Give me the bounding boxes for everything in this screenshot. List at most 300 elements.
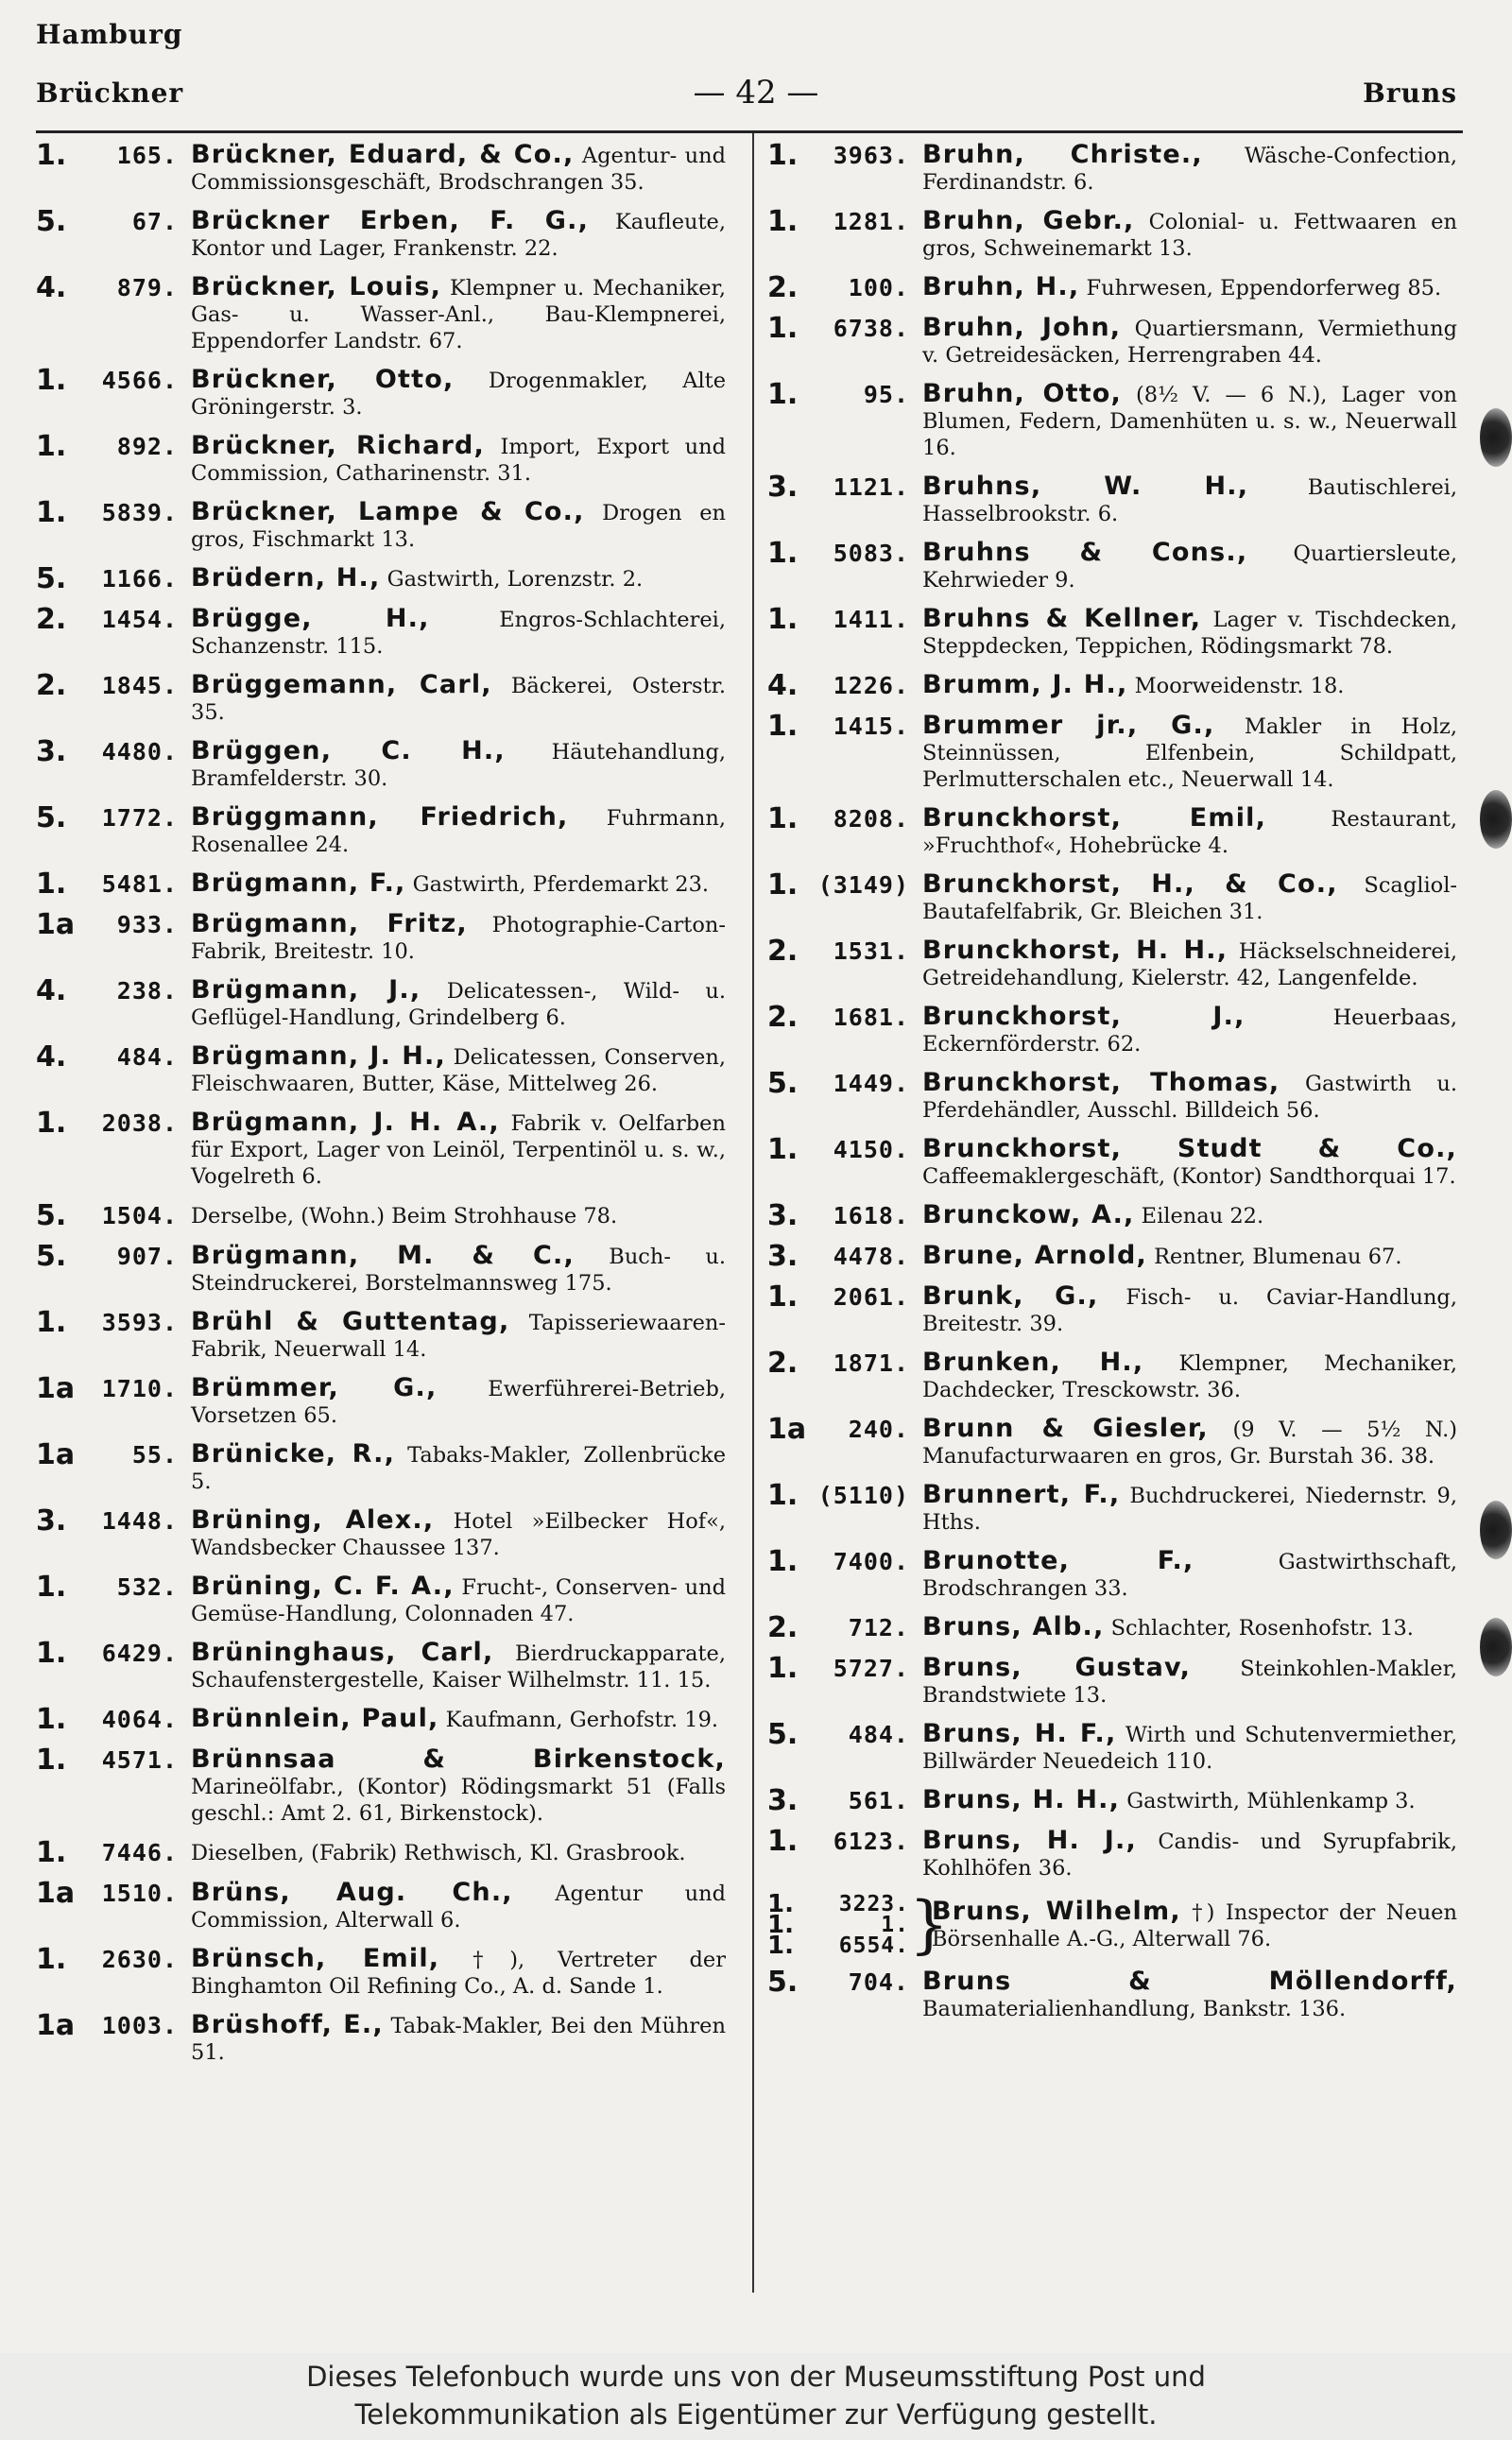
entry-text <box>922 540 1457 593</box>
directory-entry <box>767 1652 1458 1709</box>
phone-number: 5083. <box>833 540 909 567</box>
entry-name: Brunckow, A., <box>922 1200 1135 1229</box>
phone-number: 484. <box>848 1721 909 1748</box>
entry-description: Drogenmakler, Alte Gröningerstr. 3. <box>191 369 727 420</box>
footer-line-1: Dieses Telefonbuch wurde uns von der Museumsstiftung Post und <box>306 2361 1206 2393</box>
exchange-number: 1. <box>36 1943 67 1976</box>
exchange-number: 1a <box>36 2009 76 2042</box>
directory-entry <box>767 1545 1457 1602</box>
directory-entry <box>36 974 726 1031</box>
exchange-number: 1. <box>36 1107 67 1140</box>
entry-name: Brunken, H., <box>922 1348 1144 1377</box>
entry-description: Kaufmann, Gerhofstr. 19. <box>445 1708 719 1732</box>
entry-description: Import, Export und Commission, Catharinenstr. 31. <box>191 435 726 486</box>
entry-text <box>922 381 1457 461</box>
entry-text <box>922 1482 1457 1536</box>
entry-name: Brügmann, J., <box>191 975 421 1005</box>
phone-number: 7446. <box>101 1839 178 1866</box>
directory-entry <box>767 205 1457 262</box>
phone-number: 6554. <box>838 1933 909 1958</box>
exchange-number: 3. <box>767 1784 799 1817</box>
directory-entry <box>36 430 726 487</box>
directory-entry <box>767 1968 1457 2022</box>
entry-name: Brüggemann, Carl, <box>191 670 492 699</box>
exchange-number: 3. <box>767 1240 799 1273</box>
phone-number: 933. <box>116 911 178 938</box>
directory-entry <box>767 1280 1457 1337</box>
exchange-number: 5. <box>36 205 67 238</box>
entry-text <box>191 1706 726 1733</box>
entry-text <box>922 1416 1457 1469</box>
directory-entry <box>767 669 1457 702</box>
entry-name: Brunn & Giesler, <box>922 1414 1209 1443</box>
entry-name: Brügmann, Fritz, <box>191 909 468 938</box>
phone-number: 55. <box>131 1441 178 1469</box>
entry-text <box>191 367 726 421</box>
entry-name: Bruns, Alb., <box>922 1612 1105 1641</box>
entry-description: Wäsche-Confection, Ferdinandstr. 6. <box>922 144 1457 195</box>
directory-entry <box>36 1943 726 2000</box>
entry-description: Frucht-, Conserven- und Gemüse-Handlung, Colonnaden 47. <box>191 1575 726 1626</box>
entry-description: Agentur- und Commissionsgeschäft, Brodschrangen 35. <box>191 144 726 195</box>
exchange-number: 1a <box>36 1877 76 1910</box>
entry-description: Dieselben, (Fabrik) Rethwisch, Kl. Grasbrook. <box>191 1841 686 1865</box>
entry-name: Bruns, H. H., <box>922 1785 1121 1814</box>
entry-text <box>922 937 1457 991</box>
entry-name: Brunckhorst, H. H., <box>922 936 1228 965</box>
entry-description: †) Inspector der Neuen Börsenhalle A.-G., Alterwall 76. <box>932 1899 1457 1951</box>
exchange-number: 5. <box>36 1199 67 1232</box>
exchange-number: 2. <box>36 669 67 702</box>
exchange-number: 2. <box>36 603 67 636</box>
phone-number: 1531. <box>833 937 909 965</box>
directory-entry <box>767 603 1457 660</box>
entry-name: Brügmann, F., <box>191 868 406 898</box>
entry-description: Derselbe, (Wohn.) Beim Strohhause 78. <box>191 1204 618 1229</box>
exchange-number: 1. <box>767 802 799 835</box>
entry-description: †), Vertreter der Binghamton Oil Refining Co., A. d. Sande 1. <box>191 1948 726 1999</box>
entry-name: Bruhns & Kellner, <box>922 604 1202 633</box>
directory-entry <box>767 378 1457 461</box>
entry-text <box>191 1507 726 1561</box>
phone-number: 1710. <box>101 1375 178 1402</box>
directory-entry <box>36 271 726 354</box>
directory-entry <box>36 2009 726 2066</box>
header-rule <box>36 130 1463 133</box>
entry-name: Brügmann, J. H. A., <box>191 1108 500 1137</box>
directory-entry <box>36 205 727 262</box>
entry-name: Brünnsaa & Birkenstock, <box>191 1744 726 1774</box>
phone-number: 165. <box>116 142 178 169</box>
binding-hole <box>1480 1501 1512 1559</box>
entry-name: Bruns, H. F., <box>922 1719 1117 1748</box>
entry-text <box>191 1202 726 1229</box>
phone-number: 3963. <box>833 142 909 169</box>
entry-text <box>191 565 726 593</box>
entry-description: Marineölfabr., (Kontor) Rödingsmarkt 51 (Falls geschl.: Amt 2. 61, Birkenstock). <box>191 1775 726 1826</box>
exchange-number: 1. <box>767 1545 799 1578</box>
entry-description: Fuhrmann, Rosenallee 24. <box>191 806 727 857</box>
exchange-number: 1a <box>36 1372 76 1405</box>
entry-name: Brückner, Louis, <box>191 272 442 301</box>
directory-entry <box>36 1746 726 1827</box>
entry-description: (8½ V. — 6 N.), Lager von Blumen, Federn, Damenhüten u. s. w., Neuerwall 16. <box>922 383 1457 460</box>
exchange-number: 1. <box>36 430 67 463</box>
phone-number: 5839. <box>101 499 178 526</box>
exchange-number: 1. <box>36 1836 67 1869</box>
entry-text <box>191 672 726 726</box>
directory-entry <box>767 1240 1457 1273</box>
entry-description: Quartiersmann, Vermiethung v. Getreidesäcken, Herrengraben 44. <box>922 317 1457 368</box>
entry-name: Brügmann, J. H., <box>191 1041 446 1071</box>
entry-text <box>191 1640 726 1693</box>
phone-number: 2630. <box>101 1946 178 1973</box>
entry-name: Brückner, Richard, <box>191 431 485 460</box>
entry-name: Brunnert, F., <box>922 1480 1121 1509</box>
directory-entry <box>767 1611 1457 1644</box>
phone-number: 1281. <box>833 208 909 235</box>
page-number: — 42 — <box>693 74 819 112</box>
entry-description: Klempner, Mechaniker, Dachdecker, Tresckowstr. 36. <box>922 1351 1457 1402</box>
directory-entry <box>767 1067 1458 1124</box>
binding-hole <box>1480 408 1512 467</box>
exchange-number: 1. <box>36 1306 67 1339</box>
directory-entry <box>767 802 1458 859</box>
entry-name: Brunk, G., <box>922 1281 1099 1311</box>
entry-description: Gastwirth, Pferdemarkt 23. <box>412 872 710 897</box>
phone-number: 892. <box>116 433 178 460</box>
phone-number: 1449. <box>833 1070 909 1097</box>
directory-entry <box>36 603 726 660</box>
directory-entry <box>36 1109 726 1190</box>
entry-description: Heuerbaas, Eckernförderstr. 62. <box>922 1005 1457 1057</box>
phone-number: 1618. <box>833 1202 909 1229</box>
entry-text <box>191 1109 726 1190</box>
entry-description: Gastwirth, Mühlenkamp 3. <box>1126 1789 1416 1813</box>
entry-description: Ewerführerei-Betrieb, Vorsetzen 65. <box>191 1377 726 1428</box>
exchange-number: 1a <box>36 908 76 941</box>
phone-number: 4478. <box>833 1243 909 1270</box>
exchange-number: 3. <box>767 1199 799 1232</box>
entry-description: Rentner, Blumenau 67. <box>1154 1245 1402 1269</box>
phone-number: 484. <box>116 1043 178 1071</box>
entry-description: Bautischlerei, Hasselbrookstr. 6. <box>922 475 1458 526</box>
directory-entry <box>767 1784 1457 1817</box>
entry-description: Tapisseriewaaren-Fabrik, Neuerwall 14. <box>191 1311 726 1362</box>
entry-text <box>922 1202 1457 1229</box>
exchange-number: 5. <box>36 801 67 834</box>
exchange-number: 1. <box>767 1890 794 1918</box>
entry-description: Scagliol-Bautafelfabrik, Gr. Bleichen 31. <box>922 873 1457 924</box>
brace-entry-text <box>932 1896 1457 1952</box>
phone-number: 3593. <box>101 1309 178 1336</box>
exchange-number: 5. <box>36 1240 67 1273</box>
exchange-number: 1. <box>767 378 799 411</box>
directory-entry <box>36 1438 727 1495</box>
entry-description: Häckselschneiderei, Getreidehandlung, Kielerstr. 42, Langenfelde. <box>922 939 1457 990</box>
left-running-head: Brückner <box>36 77 184 109</box>
entry-text <box>922 672 1457 699</box>
entry-text <box>191 1243 726 1297</box>
directory-entry <box>36 669 727 726</box>
entry-name: Bruhn, Gebr., <box>922 206 1135 235</box>
exchange-number: 1. <box>36 1703 67 1736</box>
entry-text <box>191 1375 726 1429</box>
entry-description: Makler in Holz, Steinnüssen, Elfenbein, Schildpatt, Perlmutterschalen etc., Neuerwall 14. <box>922 714 1458 792</box>
directory-entry <box>767 1718 1457 1775</box>
entry-description: Fabrik v. Oelfarben für Export, Lager von Leinöl, Terpentinöl u. s. w., Vogelreth 6. <box>191 1111 726 1189</box>
phone-number: 4064. <box>101 1706 178 1733</box>
directory-entry <box>36 1703 726 1736</box>
directory-entry <box>36 562 726 595</box>
entry-text <box>191 1573 726 1627</box>
entry-name: Brunotte, F., <box>922 1546 1194 1575</box>
entry-name: Brünicke, R., <box>191 1439 396 1469</box>
entry-name: Brünnlein, Paul, <box>191 1704 439 1733</box>
directory-entry <box>767 1825 1458 1882</box>
phone-number: 712. <box>848 1614 909 1641</box>
phone-number: 704. <box>848 1968 909 1996</box>
entry-name: Brunckhorst, J., <box>922 1002 1246 1031</box>
phone-number: 907. <box>116 1243 178 1270</box>
entry-text <box>191 738 726 792</box>
directory-entry <box>767 868 1457 925</box>
entry-name: Brüggen, C. H., <box>191 736 506 765</box>
entry-name: Brüning, C. F. A., <box>191 1572 455 1601</box>
exchange-number: 1. <box>767 868 799 902</box>
directory-entry <box>767 312 1457 369</box>
entry-name: Brügge, H., <box>191 604 430 633</box>
phone-number: 238. <box>116 977 178 1005</box>
exchange-number: 1. <box>767 537 799 570</box>
entry-description: Delicatessen, Conserven, Fleischwaaren, Butter, Käse, Mittelweg 26. <box>191 1045 726 1096</box>
entry-description: Baumaterialienhandlung, Bankstr. 136. <box>922 1997 1347 2021</box>
entry-text <box>191 804 726 858</box>
entry-name: Bruns & Möllendorff, <box>922 1967 1457 1996</box>
entry-text <box>922 1614 1457 1641</box>
footer-credit <box>0 2353 1512 2440</box>
entry-description: Quartiersleute, Kehrwieder 9. <box>922 541 1458 593</box>
entry-name: Brückner, Lampe & Co., <box>191 497 585 526</box>
entry-text <box>191 1746 726 1827</box>
entry-name: Bruhn, H., <box>922 272 1080 301</box>
exchange-number: 3. <box>767 471 799 504</box>
phone-number: 5727. <box>833 1655 909 1682</box>
directory-entry <box>36 1040 726 1097</box>
entry-description: Candis- und Syrupfabrik, Kohlhöfen 36. <box>922 1830 1458 1881</box>
entry-description: Fisch- u. Caviar-Handlung, Breitestr. 39. <box>922 1285 1457 1336</box>
exchange-number: 4. <box>36 974 67 1007</box>
entry-text <box>922 1243 1457 1270</box>
phone-number: 3223. <box>838 1892 909 1916</box>
entry-text <box>191 1441 726 1495</box>
entry-text <box>191 1880 726 1933</box>
entry-description: Delicatessen-, Wild- u. Geflügel-Handlung, Grindelberg 6. <box>191 979 726 1030</box>
entry-name: Brunckhorst, H., & Co., <box>922 869 1338 899</box>
entry-text <box>191 208 726 262</box>
phone-number: 7400. <box>833 1548 909 1575</box>
entry-text <box>922 142 1457 196</box>
entry-text <box>191 1839 726 1866</box>
entry-text <box>191 977 726 1031</box>
directory-entry <box>36 1573 726 1627</box>
footer-line-2: Telekommunikation als Eigentümer zur Verfügung gestellt. <box>354 2398 1158 2431</box>
directory-entry <box>767 271 1457 304</box>
entry-name: Bruns, Wilhelm, <box>932 1896 1181 1926</box>
entry-text <box>922 871 1457 925</box>
directory-entry <box>36 1836 726 1869</box>
entry-text <box>191 911 726 965</box>
exchange-number: 5. <box>767 1966 799 1999</box>
entry-description: Engros-Schlachterei, Schanzenstr. 115. <box>191 608 726 659</box>
entry-text <box>191 274 726 354</box>
entry-description: Tabaks-Makler, Zollenbrücke 5. <box>191 1443 727 1494</box>
phone-number: 1448. <box>101 1507 178 1535</box>
entry-description: Eilenau 22. <box>1141 1204 1264 1229</box>
exchange-number: 1. <box>767 1911 794 1939</box>
exchange-number: 1. <box>767 1652 799 1685</box>
directory-entry <box>36 1504 726 1561</box>
entry-text <box>922 805 1457 859</box>
phone-number: 1504. <box>101 1202 178 1229</box>
entry-text <box>922 1136 1457 1190</box>
phone-number: 67. <box>131 208 178 235</box>
entry-text <box>922 274 1457 301</box>
exchange-number: 1. <box>36 868 67 901</box>
entry-text <box>922 713 1457 793</box>
phone-number: 1510. <box>101 1880 178 1907</box>
exchange-number: 1. <box>767 1932 794 1960</box>
directory-entry <box>36 1877 726 1933</box>
entry-text <box>922 1004 1457 1057</box>
left-column <box>36 139 727 2078</box>
entry-description: Gastwirth u. Pferdehändler, Ausschl. Billdeich 56. <box>922 1072 1458 1123</box>
entry-description: Kaufleute, Kontor und Lager, Frankenstr. 22. <box>191 210 727 261</box>
directory-entry <box>767 1001 1457 1057</box>
entry-name: Brückner, Eduard, & Co., <box>191 140 575 169</box>
entry-text <box>191 142 726 196</box>
directory-entry <box>767 1133 1457 1190</box>
entry-name: Brummer jr., G., <box>922 711 1215 740</box>
entry-text <box>922 1721 1457 1775</box>
entry-description: Tabak-Makler, Bei den Mühren 51. <box>191 2014 726 2065</box>
exchange-number: 1. <box>767 139 799 172</box>
directory-entry <box>36 496 726 553</box>
entry-description: Fuhrwesen, Eppendorferweg 85. <box>1086 276 1442 301</box>
entry-name: Bruhn, Christe., <box>922 140 1203 169</box>
entry-name: Bruhn, Otto, <box>922 379 1123 408</box>
entry-name: Brüning, Alex., <box>191 1505 435 1535</box>
entry-name: Brünsch, Emil, <box>191 1944 440 1973</box>
entry-name: Bruns, Gustav, <box>922 1653 1192 1682</box>
phone-number: 2061. <box>833 1283 909 1311</box>
phone-number: 1226. <box>833 672 909 699</box>
phone-number: 6738. <box>833 315 909 342</box>
phone-number: 4566. <box>101 367 178 394</box>
entry-name: Bruhn, John, <box>922 313 1122 342</box>
phone-number: 1415. <box>833 713 909 740</box>
entry-text <box>191 1043 726 1097</box>
phone-number: 95. <box>863 381 909 408</box>
binding-hole <box>1480 1618 1512 1676</box>
exchange-number: 1. <box>36 1744 67 1777</box>
entry-name: Brügmann, M. & C., <box>191 1241 575 1270</box>
directory-entry <box>36 870 726 899</box>
entry-text <box>922 1787 1457 1814</box>
entry-text <box>191 499 726 553</box>
phone-number: 1772. <box>101 804 178 832</box>
entry-name: Brüdern, H., <box>191 563 381 593</box>
entry-description: Lager v. Tischdecken, Steppdecken, Teppichen, Rödingsmarkt 78. <box>922 608 1457 659</box>
entry-description: Drogen en gros, Fischmarkt 13. <box>191 501 726 552</box>
entry-name: Brüns, Aug. Ch., <box>191 1878 513 1907</box>
entry-name: Brühl & Guttentag, <box>191 1307 510 1336</box>
exchange-number: 3. <box>36 735 67 768</box>
exchange-number: 1a <box>767 1413 807 1446</box>
exchange-number: 1. <box>36 364 67 397</box>
exchange-number: 3. <box>36 1504 67 1538</box>
phone-number: 1681. <box>833 1004 909 1031</box>
exchange-number: 1. <box>36 1637 67 1670</box>
entry-name: Brumm, J. H., <box>922 670 1128 699</box>
directory-entry <box>767 537 1458 593</box>
entry-name: Bruns, H. J., <box>922 1826 1137 1855</box>
entry-description: Photographie-Carton-Fabrik, Breitestr. 10. <box>191 913 726 964</box>
phone-number: 100. <box>848 274 909 301</box>
exchange-number: 4. <box>36 271 67 304</box>
entry-name: Brüninghaus, Carl, <box>191 1638 494 1667</box>
entry-description: Steinkohlen-Makler, Brandstwiete 13. <box>922 1657 1458 1708</box>
entry-text <box>922 1548 1457 1602</box>
directory-entry <box>767 1349 1457 1403</box>
directory-entry <box>36 735 726 792</box>
phone-number: 4571. <box>101 1746 178 1774</box>
entry-description: Gastwirthschaft, Brodschrangen 33. <box>922 1550 1457 1601</box>
exchange-number: 1. <box>36 496 67 529</box>
entry-description: (9 V. — 5½ N.) Manufacturwaaren en gros, Gr. Burstah 36. 38. <box>922 1418 1457 1469</box>
exchange-number: 5. <box>36 562 67 595</box>
directory-entry <box>767 1413 1457 1469</box>
directory-entry <box>36 801 727 858</box>
directory-entry <box>767 937 1457 991</box>
entry-text <box>922 1655 1457 1709</box>
entry-text <box>191 1309 726 1363</box>
directory-entry <box>36 908 726 965</box>
entry-text <box>191 1946 726 2000</box>
phone-number: 4150. <box>833 1136 909 1163</box>
entry-name: Bruhns, W. H., <box>922 472 1249 501</box>
exchange-number: 4. <box>767 669 799 702</box>
exchange-number: 2. <box>767 1347 799 1380</box>
exchange-number: 1. <box>36 139 67 172</box>
phone-number: 1166. <box>101 565 178 593</box>
entry-text <box>922 1070 1457 1124</box>
exchange-number: 4. <box>36 1040 67 1074</box>
directory-entry <box>767 710 1458 793</box>
entry-text <box>922 1283 1457 1337</box>
right-running-head: Bruns <box>1363 77 1457 109</box>
phone-number: 6123. <box>833 1828 909 1855</box>
entry-description: Restaurant, »Fruchthof«, Hohebrücke 4. <box>922 807 1458 858</box>
phone-number: 8208. <box>833 805 909 833</box>
entry-description: Gastwirth, Lorenzstr. 2. <box>387 567 644 592</box>
phone-number: 532. <box>116 1573 178 1601</box>
entry-name: Brunckhorst, Emil, <box>922 803 1267 833</box>
entry-description: Moorweidenstr. 18. <box>1134 674 1345 698</box>
entry-name: Brüshoff, E., <box>191 2010 384 2039</box>
directory-entry <box>767 473 1457 527</box>
directory-entry <box>767 1479 1458 1536</box>
